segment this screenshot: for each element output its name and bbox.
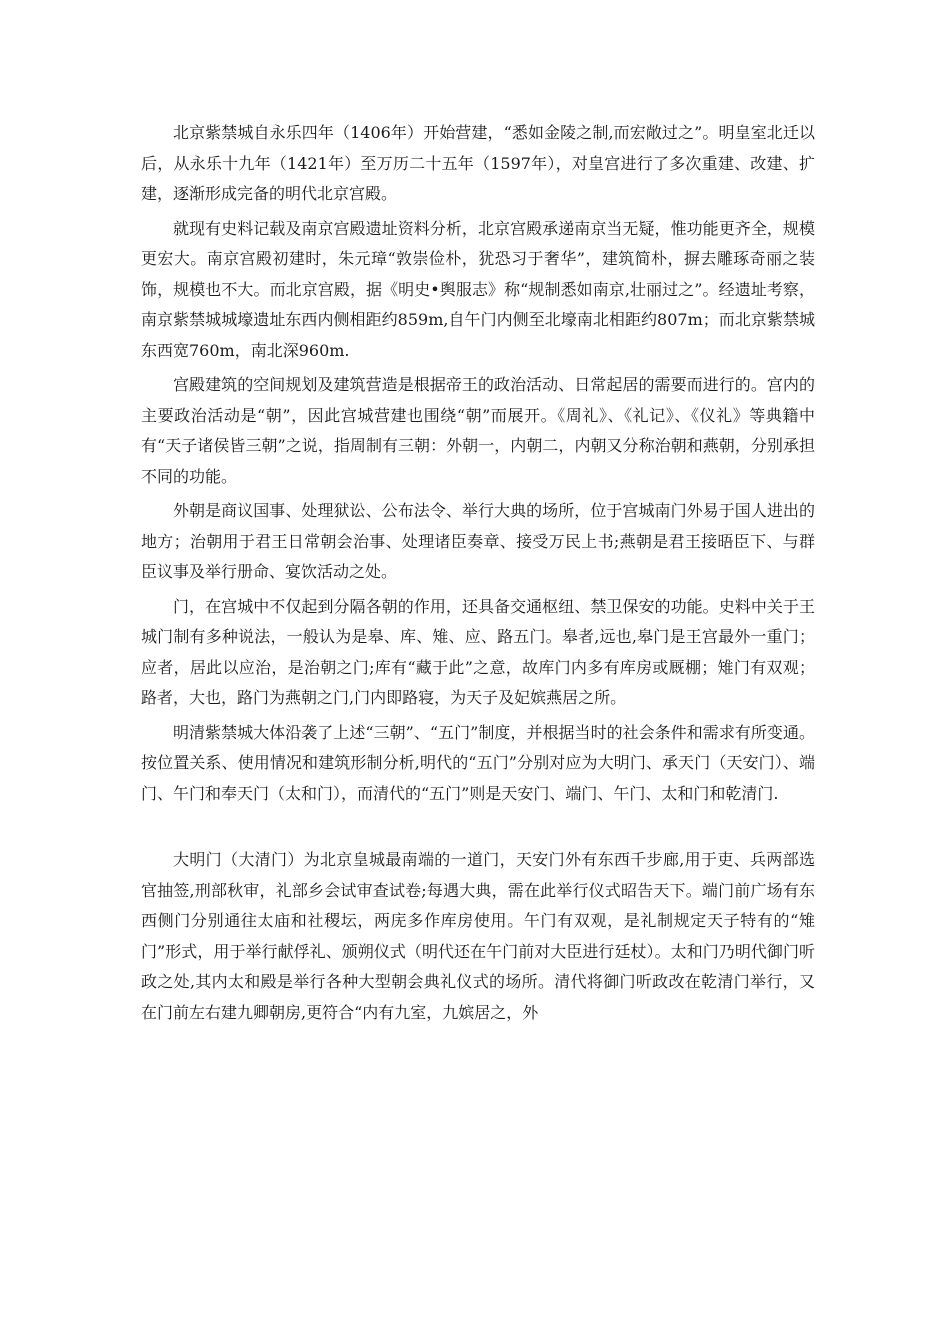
paragraph-2: 就现有史料记载及南京宫殿遗址资料分析，北京宫殿承递南京当无疑，惟功能更齐全，规模更宏大。南京宫殿初建时，朱元璋“敦崇俭朴，犹恐习于奢华”，建筑简朴，摒去雕琢奇丽之装饰，规模也不大。而北京宫殿，据《明史•舆服志》称“规制悉如南京,壮丽过之”。经遗址考察，南京紫禁城城壕遗址东西内侧相距约859m,自午门内侧至北壕南北相距约807m；而北京紫禁城东西宽760m，南北深960m. — [141, 218, 815, 360]
document-body — [141, 118, 815, 1032]
paragraph-1: 北京紫禁城自永乐四年（1406年）开始营建，“悉如金陵之制,而宏敞过之”。明皇室北迁以后，从永乐十九年（1421年）至万历二十五年（1597年），对皇宫进行了多次重建、改建、扩建，逐渐形成完备的明代北京宫殿。 — [141, 123, 815, 203]
paragraph-6: 明清紫禁城大体沿袭了上述“三朝”、“五门”制度，并根据当时的社会条件和需求有所变通。按位置关系、使用情况和建筑形制分析,明代的“五门”分别对应为大明门、承天门（天安门）、端门、午门和奉天门（太和门），而清代的“五门”则是天安门、端门、午门、太和门和乾清门. — [141, 722, 815, 803]
paragraph-5: 门，在宫城中不仅起到分隔各朝的作用，还具备交通枢纽、禁卫保安的功能。史料中关于王城门制有多种说法，一般认为是皋、库、雉、应、路五门。皋者,远也,皋门是王宫最外一重门；应者，居此以应治，是治朝之门;库有“藏于此”之意，故库门内多有库房或厩棚；雉门有双观；路者，大也，路门为燕朝之门,门内即路寝，为天子及妃嫔燕居之所。 — [141, 596, 815, 707]
paragraph-4: 外朝是商议国事、处理狱讼、公布法令、举行大典的场所，位于宫城南门外易于国人进出的地方；治朝用于君王日常朝会治事、处理诸臣奏章、接受万民上书;燕朝是君王接晤臣下、与群臣议事及举行册命、宴饮活动之处。 — [141, 501, 815, 581]
paragraph-3: 宫殿建筑的空间规划及建筑营造是根据帝王的政治活动、日常起居的需要而进行的。宫内的主要政治活动是“朝”，因此宫城营建也围绕“朝”而展开。《周礼》、《礼记》、《仪礼》等典籍中有“天子诸侯皆三朝”之说，指周制有三朝：外朝一，内朝二，内朝又分称治朝和燕朝，分别承担不同的功能。 — [141, 375, 815, 486]
paragraph-7: 大明门（大清门）为北京皇城最南端的一道门，天安门外有东西千步廊,用于吏、兵两部选官抽签,刑部秋审，礼部乡会试审查试卷;每遇大典，需在此举行仪式昭告天下。端门前广场有东西侧门分别通往太庙和社稷坛，两庑多作库房使用。午门有双观，是礼制规定天子特有的“雉门”形式，用于举行献俘礼、颁朔仪式（明代还在午门前对大臣进行廷杖）。太和门乃明代御门听政之处,其内太和殿是举行各种大型朝会典礼仪式的场所。清代将御门听政改在乾清门举行，又在门前左右建九卿朝房,更符合“内有九室，九嫔居之，外 — [141, 850, 815, 1022]
section-gap — [141, 813, 815, 845]
